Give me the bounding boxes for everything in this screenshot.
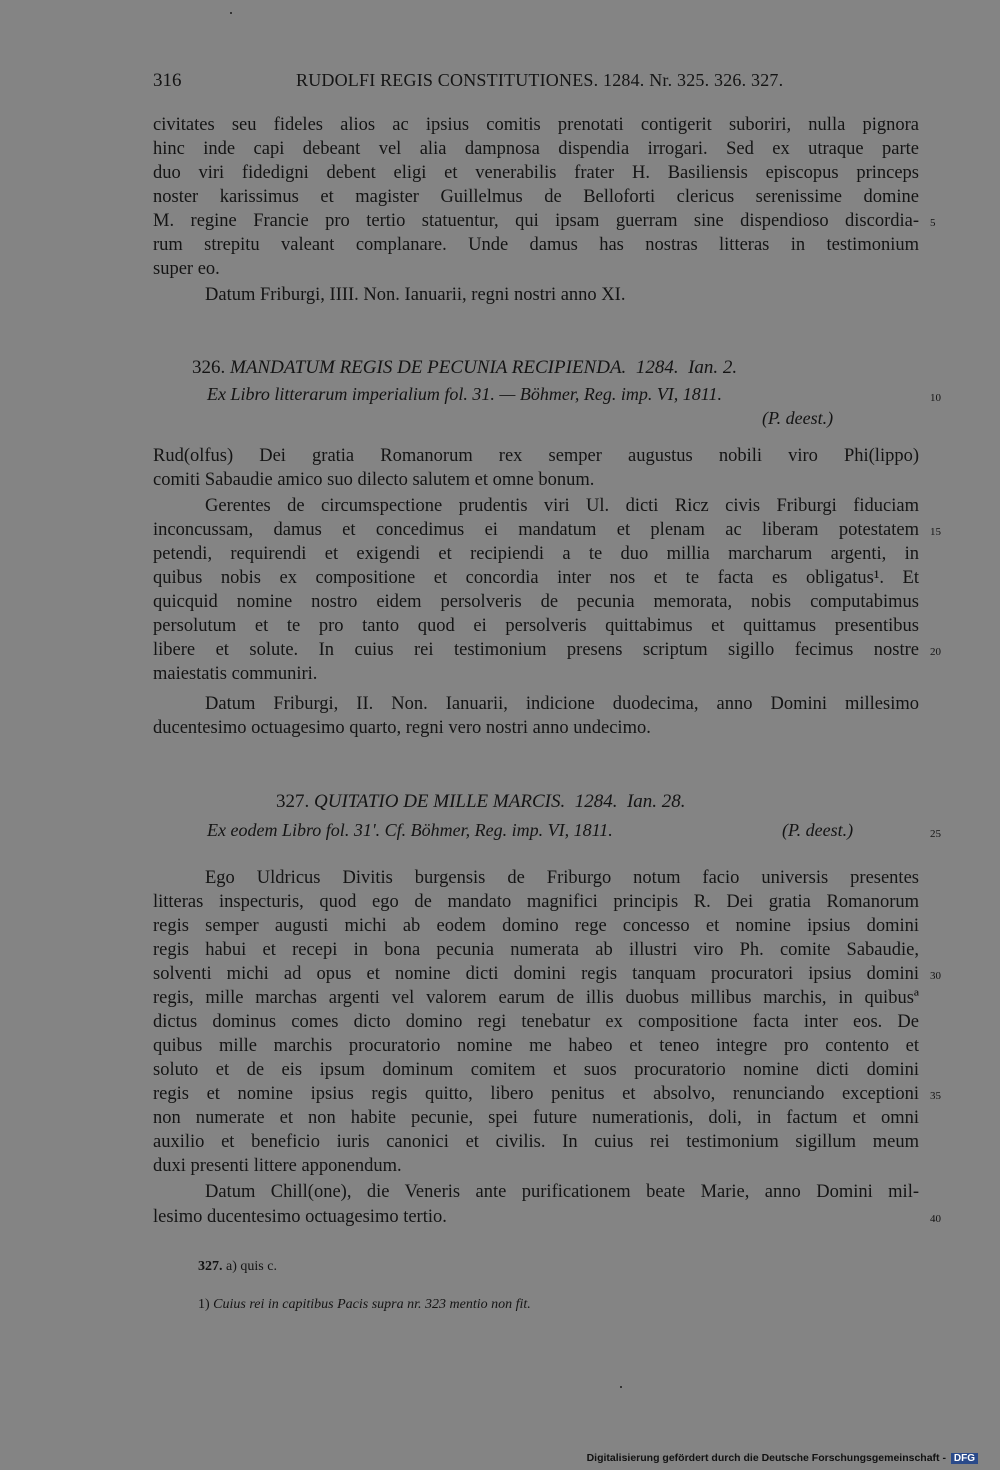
funding-footer xyxy=(587,1452,978,1464)
doc-title: MANDATUM REGIS DE PECUNIA RECIPIENDA. xyxy=(230,357,627,378)
line-number: 35 xyxy=(930,1090,941,1102)
doc-year: 1284. xyxy=(574,791,618,812)
dating-line: Datum Friburgi, IIII. Non. Ianuarii, regni nostri anno XI. xyxy=(205,285,626,305)
running-title: RUDOLFI REGIS CONSTITUTIONES. 1284. Nr. 325. 326. 327. xyxy=(296,70,784,90)
doc-number: 326. xyxy=(192,357,226,378)
scan-speck xyxy=(620,1386,622,1388)
text-line: solventi michi ad opus et nomine dicti domini regis tanquam procuratori ipsius domini xyxy=(153,964,919,984)
doc-title: QUITATIO DE MILLE MARCIS. xyxy=(314,791,566,812)
text-line: quibus nobis ex compositione et concordia inter nos et te facta es obligatus¹. Et xyxy=(153,568,919,588)
apparatus-text: quis c. xyxy=(240,1259,277,1274)
doc326-source: Ex Libro litterarum imperialium fol. 31. — Böhmer, Reg. imp. VI, 1811. xyxy=(207,384,722,404)
footnote-number: 1) xyxy=(198,1297,210,1312)
text-line: litteras inspecturis, quod ego de mandato magnifici principis R. Dei gratia Romanorum xyxy=(153,892,919,912)
address-line: comiti Sabaudie amico suo dilecto salutem et omne bonum. xyxy=(153,470,595,490)
dating-line: lesimo ducentesimo octuagesimo tertio. xyxy=(153,1207,447,1227)
footer-text: Digitalisierung gefördert durch die Deutsche Forschungsgemeinschaft - xyxy=(586,1452,946,1464)
text-line: dictus dominus comes dicto domino regi tenebatur ex compositione facta inter eos. De xyxy=(153,1012,919,1032)
text-line: inconcussam, damus et concedimus ei mandatum et plenam ac liberam potestatem xyxy=(153,520,919,540)
doc327-note: (P. deest.) xyxy=(782,820,854,840)
text-line: petendi, requirendi et exigendi et recipiendi a te duo millia marcharum argenti, in xyxy=(153,544,919,564)
text-line: hinc inde capi debeant vel alia dampnosa dispendia irrogari. Sed ex utraque parte xyxy=(153,139,919,159)
page-number: 316 xyxy=(153,70,182,91)
apparatus-doc-number: 327. xyxy=(198,1259,223,1274)
dating-line: ducentesimo octuagesimo quarto, regni vero nostri anno undecimo. xyxy=(153,718,651,738)
page-header xyxy=(153,66,923,96)
text-line: Gerentes de circumspectione prudentis viri Ul. dicti Ricz civis Friburgi fiduciam xyxy=(205,496,919,516)
address-line: Rud(olfus) Dei gratia Romanorum rex semper augustus nobili viro Phi(lippo) xyxy=(153,446,919,466)
text-line: noster karissimus et magister Guillelmus de Belloforti clericus serenissime domine xyxy=(153,187,919,207)
doc326-heading xyxy=(192,357,737,379)
line-number: 25 xyxy=(930,828,941,840)
line-number: 40 xyxy=(930,1213,941,1225)
text-line: duxi presenti littere apponendum. xyxy=(153,1156,402,1176)
scan-speck xyxy=(230,12,232,14)
text-line: duo viri fidedigni debent eligi et venerabilis frater H. Basiliensis episcopus princeps xyxy=(153,163,919,183)
text-line: regis semper augusti michi ab eodem domino rege concesso et nomine ipsius domini xyxy=(153,916,919,936)
line-number: 30 xyxy=(930,970,941,982)
doc327-source: Ex eodem Libro fol. 31'. Cf. Böhmer, Reg. imp. VI, 1811. xyxy=(207,820,613,840)
dating-line: Datum Friburgi, II. Non. Ianuarii, indicione duodecima, anno Domini millesimo xyxy=(205,694,919,714)
text-line: regis, mille marchas argenti vel valorem earum de illis duobus millibus marchis, in quibusª xyxy=(153,988,919,1008)
line-number: 20 xyxy=(930,646,941,658)
footnote-text: Cuius rei in capitibus Pacis supra nr. 323 mentio non fit. xyxy=(213,1297,531,1312)
doc-year: 1284. xyxy=(635,357,679,378)
text-line: super eo. xyxy=(153,259,220,279)
text-line: M. regine Francie pro tertio statuentur, qui ipsam guerram sine dispendioso discordia- xyxy=(153,211,919,231)
text-line: non numerate et non habite pecunie, spei future numerationis, doli, in factum et omni xyxy=(153,1108,919,1128)
text-line: soluto et de eis ipsum dominum comitem et suos procuratorio nomine dicti domini xyxy=(153,1060,919,1080)
dating-line: Datum Chill(one), die Veneris ante purificationem beate Marie, anno Domini mil- xyxy=(205,1182,919,1202)
apparatus-mark: a) xyxy=(226,1259,237,1274)
text-line: libere et solute. In cuius rei testimonium presens scriptum sigillo fecimus nostre xyxy=(153,640,919,660)
dfg-logo: DFG xyxy=(951,1453,978,1464)
text-line: maiestatis communiri. xyxy=(153,664,318,684)
text-line: regis et nomine ipsius regis quitto, libero penitus et absolvo, renunciando exceptioni xyxy=(153,1084,919,1104)
line-number: 10 xyxy=(930,392,941,404)
text-line: regis habui et recepi in bona pecunia numerata ab illustri viro Ph. comite Sabaudie, xyxy=(153,940,919,960)
footnote xyxy=(198,1297,531,1313)
text-line: quicquid nomine nostro eidem persolveris de pecunia memorata, nobis computabimus xyxy=(153,592,919,612)
text-line: rum strepitu valeant complanare. Unde damus has nostras litteras in testimonium xyxy=(153,235,919,255)
doc327-heading xyxy=(276,791,686,813)
line-number: 5 xyxy=(930,217,936,229)
doc-number: 327. xyxy=(276,791,310,812)
doc326-note: (P. deest.) xyxy=(762,408,834,428)
line-number: 15 xyxy=(930,526,941,538)
doc-day: Ian. 28. xyxy=(626,791,686,812)
text-line: Ego Uldricus Divitis burgensis de Friburgo notum facio universis presentes xyxy=(205,868,919,888)
text-line: auxilio et beneficio iuris canonici et civilis. In cuius rei testimonium sigillum meum xyxy=(153,1132,919,1152)
doc-day: Ian. 2. xyxy=(688,357,738,378)
text-line: civitates seu fideles alios ac ipsius comitis prenotati contigerit suboriri, nulla pignora xyxy=(153,115,919,135)
text-line: quibus mille marchis procuratorio nomine me habeo et teneo integre pro contento et xyxy=(153,1036,919,1056)
text-line: persolutum et te pro tanto quod ei persolveris quittabimus et quittamus presentibus xyxy=(153,616,919,636)
apparatus-note xyxy=(198,1259,277,1275)
